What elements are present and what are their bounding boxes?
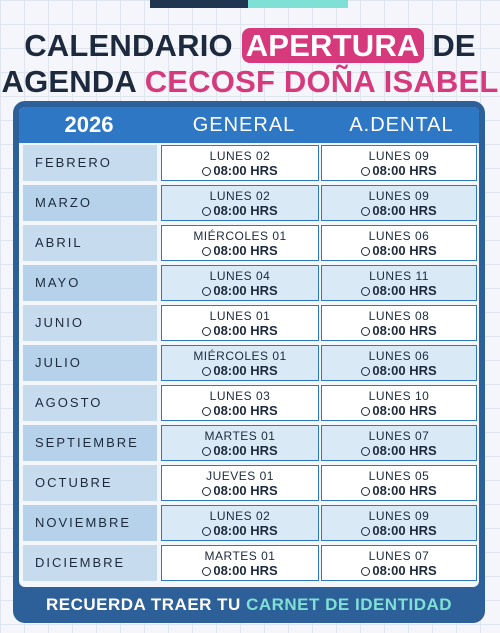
month-label: MARZO [23,185,157,221]
clock-icon [361,327,370,336]
dental-time-value: 08:00 HRS [372,283,437,298]
clock-icon [361,367,370,376]
month-label: FEBRERO [23,145,157,181]
general-time-value: 08:00 HRS [213,563,278,578]
dental-time [322,403,476,419]
table-row [19,344,479,382]
general-date-cell [161,385,319,421]
header-general: GENERAL [192,114,296,136]
title-center-name: CECOSF DOÑA ISABEL [144,64,499,99]
general-day: MIÉRCOLES 01 [193,229,287,243]
title-line-2 [0,63,500,100]
general-time-value: 08:00 HRS [213,403,278,418]
header-year: 2026 [64,112,114,137]
month-label: DICIEMBRE [23,545,157,581]
month-label: JULIO [23,345,157,381]
month-label: NOVIEMBRE [23,505,157,541]
footer-text: RECUERDA TRAER TU [45,595,241,614]
general-date-cell [161,345,319,381]
dental-time [322,323,476,339]
clock-icon [202,407,211,416]
dental-time-value: 08:00 HRS [372,563,437,578]
clock-icon [202,527,211,536]
clock-icon [202,487,211,496]
clock-icon [202,327,211,336]
table-row [19,464,479,502]
dental-date-cell [321,465,477,501]
title-de: DE [432,28,476,63]
general-time-value: 08:00 HRS [213,283,278,298]
general-day: LUNES 03 [209,389,271,403]
dental-day: LUNES 09 [368,149,430,163]
general-time-value: 08:00 HRS [213,523,278,538]
dental-time [322,163,476,179]
month-label: SEPTIEMBRE [23,425,157,461]
dental-date-cell [321,345,477,381]
general-day: JUEVES 01 [206,469,274,483]
clock-icon [202,287,211,296]
dental-date-cell [321,225,477,261]
dental-time-value: 08:00 HRS [372,203,437,218]
title-agenda: AGENDA [1,64,136,99]
clock-icon [202,167,211,176]
general-date-cell [161,265,319,301]
month-label: MAYO [23,265,157,301]
clock-icon [361,487,370,496]
clock-icon [361,447,370,456]
dental-time [322,443,476,459]
clock-icon [202,367,211,376]
general-time [162,443,318,459]
month-label: OCTUBRE [23,465,157,501]
dental-day: LUNES 11 [369,269,429,283]
general-day: LUNES 02 [209,509,271,523]
general-time [162,563,318,579]
clock-icon [361,207,370,216]
general-time-value: 08:00 HRS [213,483,278,498]
dental-day: LUNES 09 [368,509,430,523]
dental-time [322,563,476,579]
dental-day: LUNES 10 [368,389,430,403]
general-time-value: 08:00 HRS [213,443,278,458]
general-time [162,403,318,419]
general-time [162,243,318,259]
title-apertura-badge: APERTURA [242,28,424,63]
dental-time-value: 08:00 HRS [372,483,437,498]
general-time [162,283,318,299]
dental-time [322,243,476,259]
dental-time [322,523,476,539]
general-day: LUNES 02 [209,149,271,163]
general-time [162,203,318,219]
clock-icon [202,247,211,256]
general-time-value: 08:00 HRS [213,203,278,218]
dental-time-value: 08:00 HRS [372,443,437,458]
clock-icon [361,287,370,296]
general-day: LUNES 02 [209,189,271,203]
dental-day: LUNES 06 [368,229,430,243]
general-time-value: 08:00 HRS [213,323,278,338]
footer-banner [13,588,485,623]
dental-date-cell [321,385,477,421]
table-row [19,544,479,582]
general-time [162,163,318,179]
top-accent-bar-teal [248,0,348,8]
dental-time [322,483,476,499]
dental-time-value: 08:00 HRS [372,363,437,378]
general-date-cell [161,545,319,581]
dental-date-cell [321,505,477,541]
table-row [19,424,479,462]
dental-time-value: 08:00 HRS [372,243,437,258]
clock-icon [202,207,211,216]
clock-icon [361,527,370,536]
table-row [19,304,479,342]
general-date-cell [161,505,319,541]
calendar-card [13,101,485,623]
general-time-value: 08:00 HRS [213,243,278,258]
table-row [19,264,479,302]
dental-day: LUNES 08 [368,309,430,323]
dental-time-value: 08:00 HRS [372,523,437,538]
clock-icon [361,407,370,416]
general-date-cell [161,425,319,461]
general-day: LUNES 04 [209,269,271,283]
table-row [19,384,479,422]
dental-time [322,283,476,299]
month-label: JUNIO [23,305,157,341]
table-row [19,144,479,182]
clock-icon [361,567,370,576]
month-label: AGOSTO [23,385,157,421]
general-time [162,363,318,379]
dental-date-cell [321,265,477,301]
general-date-cell [161,145,319,181]
dental-day: LUNES 09 [368,189,430,203]
dental-time-value: 08:00 HRS [372,403,437,418]
table-row [19,504,479,542]
table-row [19,184,479,222]
general-date-cell [161,465,319,501]
general-time-value: 08:00 HRS [213,163,278,178]
top-accent-bar-dark [150,0,248,8]
general-date-cell [161,305,319,341]
general-time [162,523,318,539]
table-header [19,107,479,143]
header-dental: A.DENTAL [349,114,454,136]
general-time-value: 08:00 HRS [213,363,278,378]
calendar-table [19,107,479,587]
general-day: LUNES 01 [209,309,271,323]
footer-highlight: CARNET DE IDENTIDAD [246,595,453,614]
title-calendario: CALENDARIO [24,28,233,63]
general-date-cell [161,185,319,221]
dental-day: LUNES 05 [368,469,430,483]
dental-time-value: 08:00 HRS [372,163,437,178]
clock-icon [202,567,211,576]
title-line-1 [0,27,500,64]
dental-day: LUNES 06 [368,349,430,363]
dental-time [322,203,476,219]
clock-icon [361,247,370,256]
dental-date-cell [321,305,477,341]
general-day: MARTES 01 [204,549,276,563]
month-label: ABRIL [23,225,157,261]
general-date-cell [161,225,319,261]
clock-icon [361,167,370,176]
table-row [19,224,479,262]
general-time [162,323,318,339]
general-time [162,483,318,499]
dental-time [322,363,476,379]
clock-icon [202,447,211,456]
dental-time-value: 08:00 HRS [372,323,437,338]
dental-day: LUNES 07 [368,549,430,563]
dental-date-cell [321,185,477,221]
general-day: MIÉRCOLES 01 [193,349,287,363]
dental-date-cell [321,545,477,581]
dental-date-cell [321,425,477,461]
dental-day: LUNES 07 [368,429,430,443]
dental-date-cell [321,145,477,181]
general-day: MARTES 01 [204,429,276,443]
